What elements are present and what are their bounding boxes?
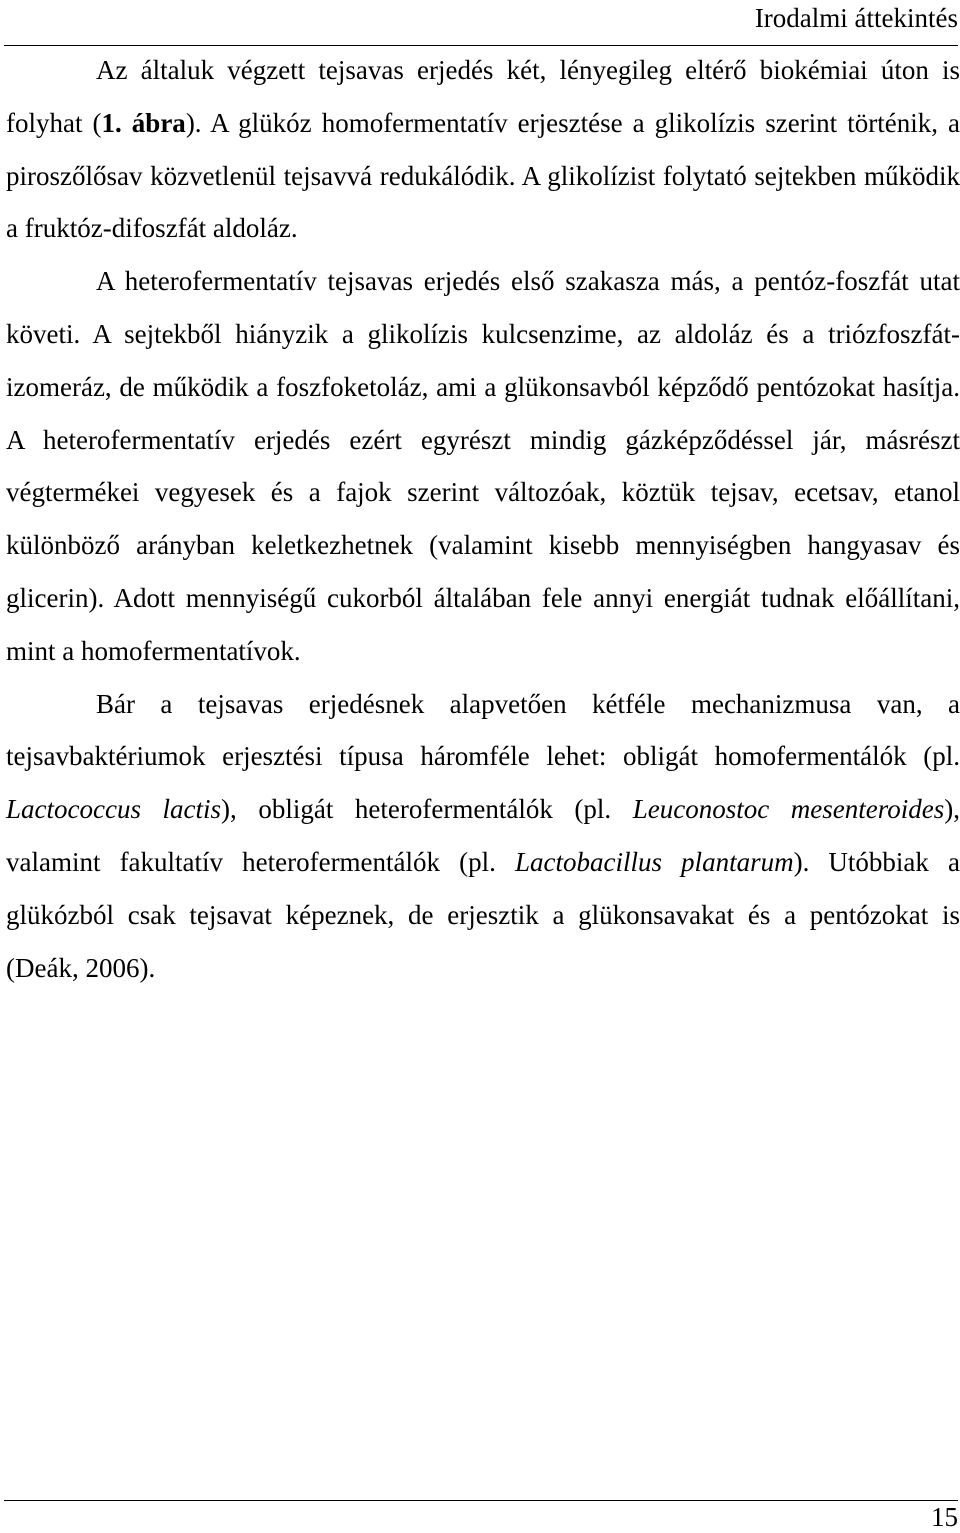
text-run: ). A glükóz homofermentatív erjesztése a glikolízis szerint történik, a piroszőlősav közvetlenül tejsavvá redukálódik. A glikolízist folytató sejtekben működik a fruktóz-difoszfát aldoláz.	[6, 107, 960, 244]
species-name: Lactobacillus plantarum	[514, 846, 794, 877]
page-number: 15	[931, 1502, 958, 1532]
paragraph-2	[6, 255, 960, 677]
footer-divider	[4, 1500, 958, 1501]
text-run: Az általuk végzett tejsavas erjedés két, lényegileg eltérő biokémiai úton is folyhat (	[6, 55, 960, 138]
text-run: ), obligát heterofermentálók (pl.	[221, 794, 633, 825]
paragraph-3	[6, 678, 960, 995]
text-run: ), valamint fakultatív heterofermentálók (pl.	[6, 794, 960, 877]
text-run: Bár a tejsavas erjedésnek alapvetően kétféle mechanizmusa van, a tejsavbaktériumok erjesztési típusa háromféle lehet: obligát homofermentálók (pl.	[6, 688, 960, 772]
running-header-title: Irodalmi áttekintés	[754, 3, 958, 33]
body-text	[6, 44, 960, 994]
species-name: Leuconostoc mesenteroides	[632, 794, 945, 825]
text-run: ). Utóbbiak a glükózból csak tejsavat képeznek, de erjesztik a glükonsavakat és a pentózokat is (Deák, 2006).	[6, 846, 960, 983]
paragraph-1	[6, 44, 960, 255]
figure-reference: 1. ábra	[101, 107, 186, 138]
species-name: Lactococcus lactis	[6, 794, 222, 825]
text-run: A heterofermentatív tejsavas erjedés első szakasza más, a pentóz-foszfát utat követi. A sejtekből hiányzik a glikolízis kulcsenzime, az aldoláz és a triózfoszfát-izomeráz, de működik a foszfoketoláz, ami a glükonsavból képződő pentózokat hasítja. A heterofermentatív erjedés ezért egyrészt mindig gázképződéssel jár, másrészt végtermékei vegyesek és a fajok szerint változóak, köztük tejsav, ecetsav, etanol különböző arányban keletkezhetnek (valamint kisebb mennyiségben hangyasav és glicerin). Adott mennyiségű cukorból általában fele annyi energiát tudnak előállítani, mint a homofermentatívok.	[6, 266, 960, 666]
